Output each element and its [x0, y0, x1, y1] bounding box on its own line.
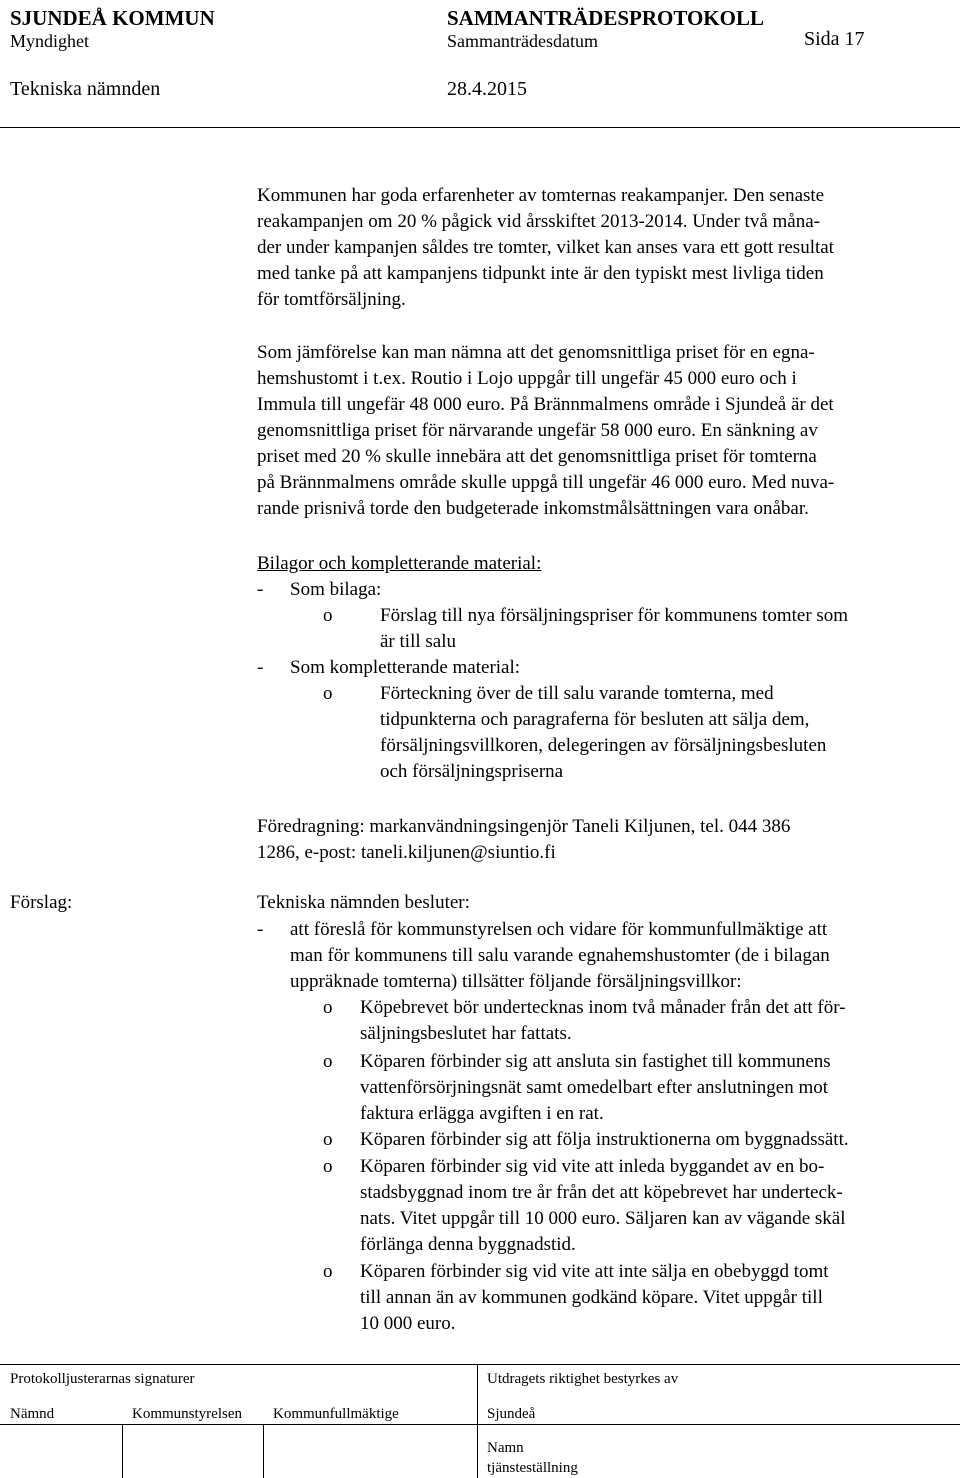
text-line: genomsnittliga priset för närvarande ungefär 58 000 euro. En sänkning av	[257, 420, 818, 441]
list-bullet: o	[323, 1129, 333, 1150]
attachment-item	[380, 603, 848, 655]
sale-condition	[360, 1154, 846, 1258]
certification-place: Sjundeå	[487, 1406, 536, 1422]
text-line: der under kampanjen såldes tre tomter, vilket kan anses vara ett gott resultat	[257, 237, 834, 258]
header-divider	[0, 127, 960, 128]
text-line: vattenförsörjningsnät samt omedelbart efter anslutningen mot	[360, 1077, 829, 1098]
text-line: Köparen förbinder sig att ansluta sin fastighet till kommunens	[360, 1051, 831, 1072]
presenter-info	[257, 814, 790, 866]
signature-col-board: Nämnd	[10, 1406, 55, 1422]
text-line: Föredragning: markanvändningsingenjör Taneli Kiljunen, tel. 044 386	[257, 816, 791, 837]
attachment-group-label: Som kompletterande material:	[290, 657, 521, 678]
list-dash: -	[257, 657, 264, 678]
text-line: med tanke på att kampanjens tidpunkt inte är den typiskt mest livliga tiden	[257, 263, 824, 284]
text-line: 10 000 euro.	[360, 1313, 456, 1334]
text-line: 1286, e-post: taneli.kiljunen@siuntio.fi	[257, 842, 556, 863]
attachment-item	[380, 681, 826, 785]
certifier-name-label: Namn	[487, 1440, 524, 1456]
text-line: till annan än av kommunen godkänd köpare. Vitet uppgår till	[360, 1287, 823, 1308]
signatures-label: Protokolljusterarnas signaturer	[10, 1371, 195, 1387]
certified-by-label: Utdragets riktighet bestyrkes av	[487, 1371, 679, 1387]
text-line: uppräknade tomterna) tillsätter följande försäljningsvillkor:	[290, 971, 742, 992]
text-line: Förteckning över de till salu varande tomterna, med	[380, 683, 774, 704]
list-bullet: o	[323, 605, 333, 626]
paragraph-price-comparison	[257, 340, 947, 522]
text-line: är till salu	[380, 631, 456, 652]
document-type: SAMMANTRÄDESPROTOKOLL	[447, 6, 764, 30]
text-line: säljningsbeslutet har fattats.	[360, 1023, 572, 1044]
sale-condition	[360, 1049, 831, 1127]
text-line: man för kommunens till salu varande egnahemshustomter (de i bilagan	[290, 945, 830, 966]
text-line: att föreslå för kommunstyrelsen och vidare för kommunfullmäktige att	[290, 919, 828, 940]
authority-label: Myndighet	[10, 31, 89, 51]
footer-divider-middle	[0, 1424, 960, 1425]
list-dash: -	[257, 579, 264, 600]
paragraph-campaign	[257, 183, 947, 313]
text-line: nats. Vitet uppgår till 10 000 euro. Säljaren kan av vägande skäl	[360, 1208, 846, 1229]
text-line: för tomtförsäljning.	[257, 289, 406, 310]
text-line: Köparen förbinder sig att följa instruktionerna om byggnadssätt.	[360, 1129, 849, 1150]
list-bullet: o	[323, 1156, 333, 1177]
list-bullet: o	[323, 1051, 333, 1072]
text-line: priset med 20 % skulle innebära att det genomsnittliga priset för tomterna	[257, 446, 817, 467]
text-line: Som jämförelse kan man nämna att det genomsnittliga priset för en egna-	[257, 342, 815, 363]
list-bullet: o	[323, 997, 333, 1018]
sale-condition	[360, 1259, 829, 1337]
proposal-label: Förslag:	[10, 892, 73, 913]
text-line: Köparen förbinder sig vid vite att inleda byggandet av en bo-	[360, 1156, 825, 1177]
attachment-group-label: Som bilaga:	[290, 579, 382, 600]
list-bullet: o	[323, 683, 333, 704]
sale-condition	[360, 1127, 849, 1153]
list-bullet: o	[323, 1261, 333, 1282]
text-line: Förslag till nya försäljningspriser för kommunens tomter som	[380, 605, 849, 626]
signature-box-divider	[122, 1424, 123, 1478]
page-number: Sida 17	[804, 28, 865, 50]
text-line: Kommunen har goda erfarenheter av tomternas reakampanjer. Den senaste	[257, 185, 825, 206]
attachments-heading: Bilagor och kompletterande material:	[257, 553, 542, 574]
text-line: hemshustomt i t.ex. Routio i Lojo uppgår till ungefär 45 000 euro och i	[257, 368, 797, 389]
signature-box-divider	[263, 1424, 264, 1478]
signature-col-council: Kommunfullmäktige	[273, 1406, 399, 1422]
text-line: på Brännmalmens område skulle uppgå till ungefär 46 000 euro. Med nuva-	[257, 472, 835, 493]
text-line: försäljningsvillkoren, delegeringen av försäljningsbesluten	[380, 735, 827, 756]
text-line: rande prisnivå torde den budgeterade inkomstmålsättningen vara onåbar.	[257, 498, 809, 519]
certifier-title-label: tjänsteställning	[487, 1460, 578, 1476]
meeting-date: 28.4.2015	[447, 78, 527, 100]
text-line: reakampanjen om 20 % pågick vid årsskiftet 2013-2014. Under två måna-	[257, 211, 820, 232]
text-line: stadsbyggnad inom tre år från det att köpebrevet har underteck-	[360, 1182, 843, 1203]
sale-condition	[360, 995, 846, 1047]
footer-divider-top	[0, 1364, 960, 1365]
authority-name: Tekniska nämnden	[10, 78, 161, 100]
proposal-heading: Tekniska nämnden besluter:	[257, 892, 470, 913]
signature-col-municipal-board: Kommunstyrelsen	[132, 1406, 242, 1422]
meeting-date-label: Sammanträdesdatum	[447, 31, 598, 51]
footer-column-divider	[477, 1364, 478, 1478]
text-line: Köpebrevet bör undertecknas inom två månader från det att för-	[360, 997, 846, 1018]
list-dash: -	[257, 919, 264, 940]
proposal-intro	[290, 917, 830, 995]
org-name: SJUNDEÅ KOMMUN	[10, 6, 215, 30]
text-line: tidpunkterna och paragraferna för besluten att sälja dem,	[380, 709, 810, 730]
text-line: och försäljningspriserna	[380, 761, 564, 782]
text-line: Immula till ungefär 48 000 euro. På Brännmalmens område i Sjundeå är det	[257, 394, 834, 415]
text-line: faktura erlägga avgiften i en rat.	[360, 1103, 604, 1124]
text-line: Köparen förbinder sig vid vite att inte sälja en obebyggd tomt	[360, 1261, 829, 1282]
text-line: förlänga denna byggnadstid.	[360, 1234, 576, 1255]
